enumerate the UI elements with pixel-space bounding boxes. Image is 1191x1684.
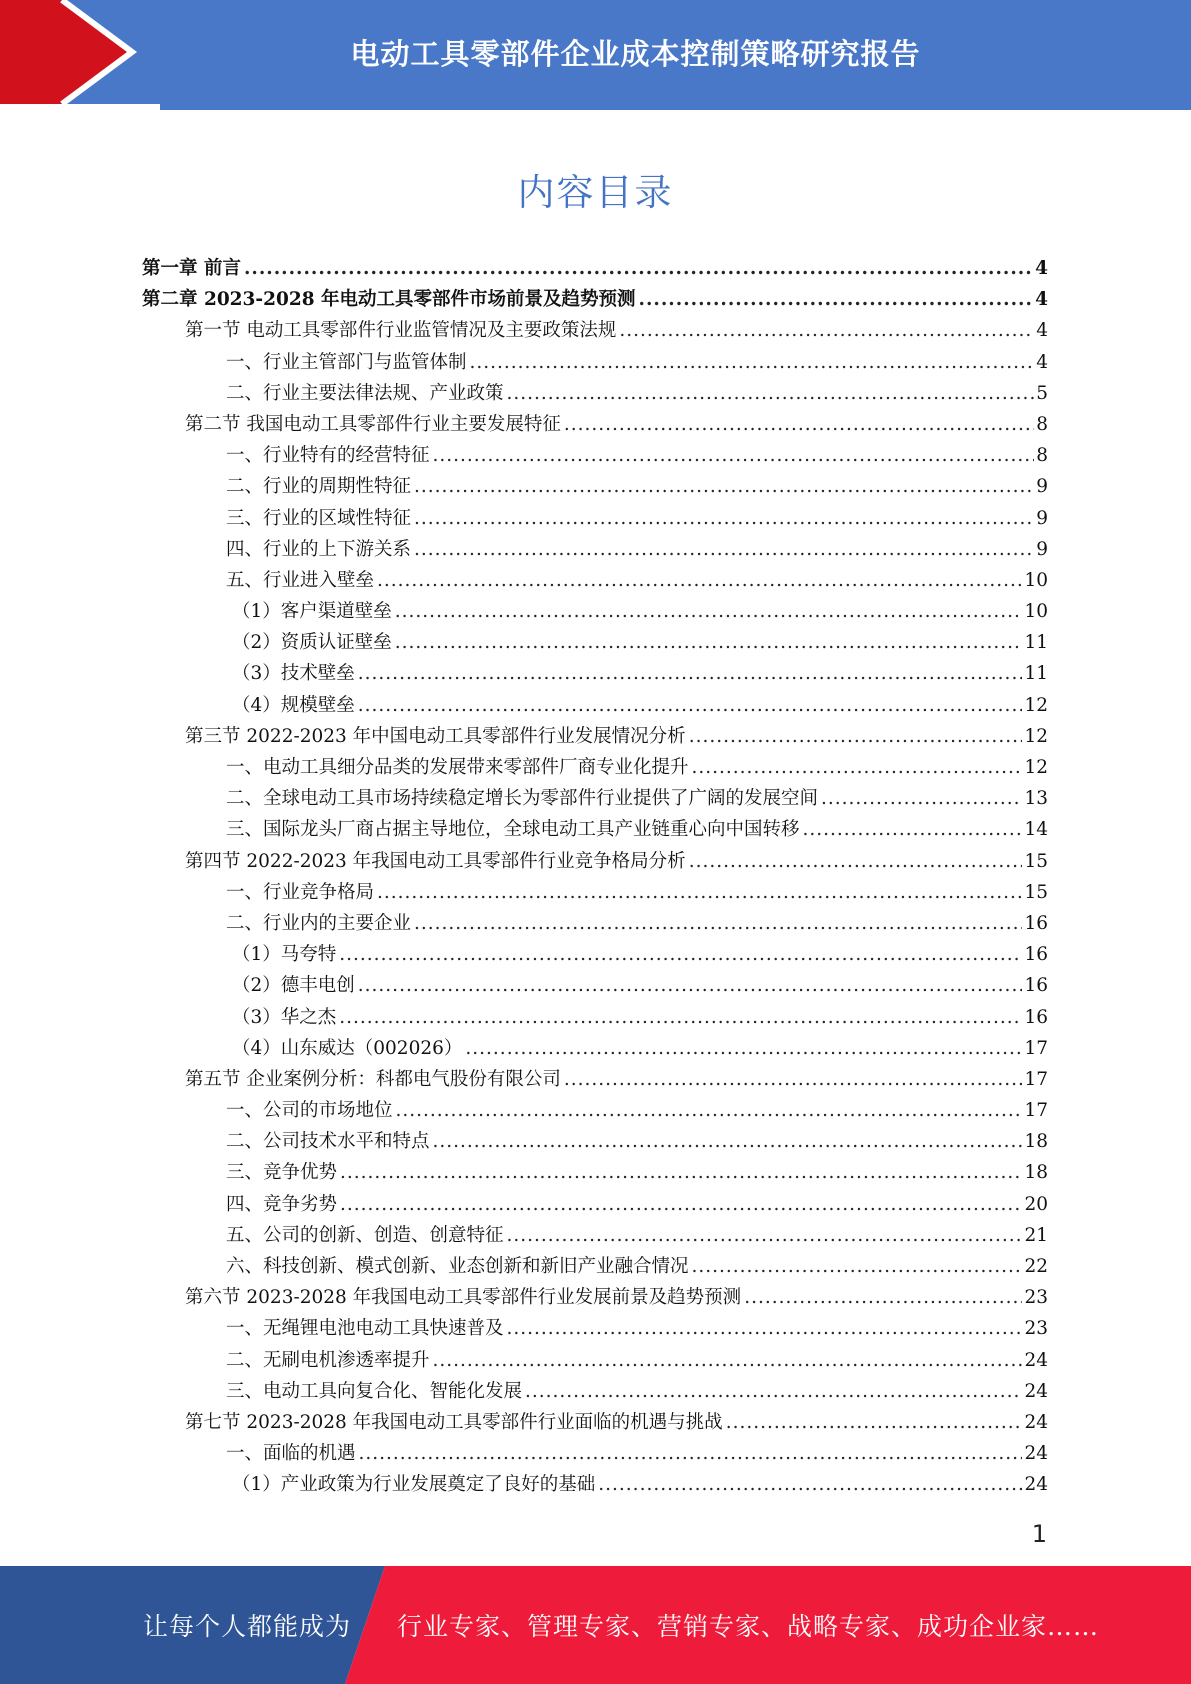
toc-entry[interactable]	[142, 1346, 1048, 1377]
footer-slogan-left: 让每个人都能成为	[143, 1612, 352, 1641]
toc-entry-page: 16	[1024, 912, 1048, 934]
toc-entry[interactable]	[142, 410, 1048, 441]
toc-entry-label: 一、无绳锂电池电动工具快速普及	[226, 1318, 504, 1340]
toc-entry[interactable]	[142, 1252, 1048, 1283]
toc-entry-page: 17	[1024, 1100, 1048, 1122]
toc-dot-leader	[395, 601, 1023, 622]
toc-entry-label: 第一章 前言	[142, 258, 241, 279]
toc-dot-leader	[525, 1381, 1022, 1402]
toc-entry-page: 12	[1024, 694, 1048, 716]
toc-entry[interactable]	[142, 1283, 1048, 1314]
toc-heading: 内容目录	[517, 171, 674, 214]
toc-entry-label: 第六节 2023-2028 年我国电动工具零部件行业发展前景及趋势预测	[185, 1287, 742, 1309]
toc-entry-page: 4	[1035, 258, 1048, 279]
toc-entry-page: 17	[1024, 1068, 1048, 1090]
toc-entry[interactable]	[142, 971, 1048, 1002]
toc-entry-label: 第二节 我国电动工具零部件行业主要发展特征	[185, 413, 561, 435]
toc-entry-page: 18	[1024, 1162, 1048, 1184]
page-header	[0, 0, 1191, 110]
toc-dot-leader	[358, 975, 1023, 996]
toc-entry[interactable]	[142, 566, 1048, 597]
toc-entry-label: 四、竞争劣势	[226, 1193, 338, 1215]
toc-dot-leader	[726, 1412, 1023, 1433]
toc-entry[interactable]	[142, 1158, 1048, 1189]
toc-entry[interactable]	[142, 1408, 1048, 1439]
toc-entry-page: 15	[1024, 850, 1048, 872]
toc-dot-leader	[507, 1225, 1023, 1246]
toc-entry-page: 4	[1036, 320, 1048, 342]
header-arrow-decoration	[0, 0, 160, 110]
toc-entry[interactable]	[142, 940, 1048, 971]
toc-dot-leader	[821, 788, 1022, 809]
toc-dot-leader	[339, 1007, 1022, 1028]
toc-entry-page: 22	[1024, 1256, 1048, 1277]
toc-entry-label: （2）资质认证壁垒	[232, 632, 392, 654]
toc-entry-label: 三、国际龙头厂商占据主导地位，全球电动工具产业链重心向中国转移	[226, 819, 800, 841]
toc-entry-page: 11	[1024, 632, 1048, 654]
toc-entry-page: 9	[1036, 507, 1048, 529]
toc-entry[interactable]	[142, 535, 1048, 566]
toc-entry-label: 二、行业的周期性特征	[226, 476, 412, 498]
toc-entry-page: 4	[1036, 351, 1048, 373]
toc-dot-leader	[639, 289, 1034, 310]
toc-entry-label: 二、行业内的主要企业	[226, 912, 412, 934]
toc-dot-leader	[433, 445, 1035, 466]
toc-entry[interactable]	[142, 1314, 1048, 1345]
toc-dot-leader	[692, 1256, 1023, 1277]
toc-entry-label: 第二章 2023-2028 年电动工具零部件市场前景及趋势预测	[142, 289, 636, 311]
toc-dot-leader	[564, 1069, 1023, 1090]
toc-entry-label: 四、行业的上下游关系	[226, 538, 412, 560]
toc-dot-leader	[598, 1474, 1022, 1495]
toc-entry-label: 一、公司的市场地位	[226, 1100, 393, 1122]
toc-entry-page: 12	[1024, 725, 1048, 747]
toc-entry-label: （1）马夸特	[232, 944, 337, 966]
toc-dot-leader	[470, 352, 1035, 373]
toc-dot-leader	[414, 539, 1034, 560]
toc-dot-leader	[433, 1350, 1023, 1371]
page-number: 1	[1031, 1520, 1047, 1548]
toc-entry[interactable]	[142, 1439, 1048, 1470]
toc-entry[interactable]	[142, 316, 1048, 347]
toc-entry[interactable]	[142, 441, 1048, 472]
toc-entry-label: （1）客户渠道壁垒	[232, 601, 392, 623]
toc-entry[interactable]	[142, 1034, 1048, 1065]
toc-entry-page: 5	[1036, 382, 1048, 404]
toc-dot-leader	[414, 913, 1022, 934]
toc-entry-label: （1）产业政策为行业发展奠定了良好的基础	[232, 1474, 596, 1496]
toc-entry-label: （4）山东威达（002026）	[232, 1037, 463, 1059]
toc-entry-label: 一、电动工具细分品类的发展带来零部件厂商专业化提升	[226, 757, 689, 778]
toc-entry-page: 24	[1024, 1411, 1048, 1433]
toc-entry-page: 16	[1024, 944, 1048, 966]
toc-dot-leader	[414, 476, 1034, 497]
toc-dot-leader	[507, 383, 1035, 404]
toc-dot-leader	[692, 757, 1023, 778]
toc-entry-label: （3）华之杰	[232, 1006, 337, 1028]
toc-dot-leader	[377, 570, 1022, 591]
toc-dot-leader	[433, 1131, 1023, 1152]
toc-entry-label: 一、行业主管部门与监管体制	[226, 351, 467, 373]
toc-entry[interactable]	[142, 815, 1048, 846]
toc-entry-page: 17	[1024, 1037, 1048, 1059]
toc-dot-leader	[244, 258, 1033, 279]
toc-entry-label: 六、科技创新、模式创新、业态创新和新旧产业融合情况	[226, 1256, 689, 1277]
toc-entry-page: 14	[1024, 819, 1048, 841]
toc-entry-label: 三、行业的区域性特征	[226, 507, 412, 529]
toc-entry-page: 9	[1036, 538, 1048, 560]
toc-dot-leader	[465, 1038, 1022, 1059]
toc-entry[interactable]	[142, 597, 1048, 628]
toc-entry-page: 9	[1036, 476, 1048, 498]
toc-entry-label: （4）规模壁垒	[232, 694, 355, 716]
toc-dot-leader	[358, 695, 1023, 716]
page-footer	[0, 1566, 1191, 1684]
toc-entry-label: 一、面临的机遇	[226, 1443, 356, 1465]
toc-entry[interactable]	[142, 753, 1048, 784]
toc-entry-page: 23	[1024, 1287, 1048, 1309]
toc-entry-page: 24	[1024, 1380, 1048, 1402]
toc-entry[interactable]	[142, 254, 1048, 285]
toc-dot-leader	[396, 1100, 1023, 1121]
toc-entry[interactable]	[142, 1470, 1048, 1501]
toc-dot-leader	[340, 1162, 1022, 1183]
toc-entry-page: 16	[1024, 1006, 1048, 1028]
toc-entry-page: 23	[1024, 1318, 1048, 1340]
toc-dot-leader	[395, 632, 1023, 653]
toc-entry[interactable]	[142, 379, 1048, 410]
toc-entry-page: 10	[1024, 601, 1048, 623]
toc-entry-label: 三、竞争优势	[226, 1162, 338, 1184]
toc-entry-label: 第一节 电动工具零部件行业监管情况及主要政策法规	[185, 320, 617, 342]
table-of-contents	[142, 254, 1048, 1502]
report-title: 电动工具零部件企业成本控制策略研究报告	[350, 36, 921, 71]
toc-dot-leader	[358, 663, 1023, 684]
footer-slogan-right: 行业专家、管理专家、营销专家、战略专家、成功企业家……	[397, 1612, 1100, 1641]
toc-entry[interactable]	[142, 472, 1048, 503]
toc-entry-page: 24	[1024, 1474, 1048, 1496]
toc-entry-label: 第三节 2022-2023 年中国电动工具零部件行业发展情况分析	[185, 725, 686, 747]
toc-entry[interactable]	[142, 504, 1048, 535]
toc-dot-leader	[689, 851, 1023, 872]
toc-entry-page: 21	[1024, 1224, 1048, 1246]
toc-entry-label: 一、行业特有的经营特征	[226, 445, 430, 467]
toc-entry-page: 13	[1024, 788, 1048, 810]
toc-entry-page: 18	[1024, 1131, 1048, 1153]
toc-entry-page: 20	[1024, 1193, 1048, 1215]
toc-entry-page: 4	[1035, 289, 1048, 311]
toc-entry-label: 三、电动工具向复合化、智能化发展	[226, 1380, 523, 1402]
toc-dot-leader	[619, 320, 1034, 341]
toc-entry-label: 第七节 2023-2028 年我国电动工具零部件行业面临的机遇与挑战	[185, 1411, 723, 1433]
toc-dot-leader	[377, 882, 1022, 903]
toc-entry[interactable]	[142, 784, 1048, 815]
toc-entry-label: 二、无刷电机渗透率提升	[226, 1349, 430, 1371]
toc-entry-label: 二、公司技术水平和特点	[226, 1131, 430, 1153]
toc-dot-leader	[359, 1443, 1023, 1464]
toc-entry[interactable]	[142, 909, 1048, 940]
toc-entry-label: 第四节 2022-2023 年我国电动工具零部件行业竞争格局分析	[185, 850, 686, 872]
toc-entry-page: 15	[1024, 881, 1048, 903]
toc-entry-page: 8	[1036, 445, 1048, 467]
toc-entry-page: 16	[1024, 975, 1048, 997]
toc-dot-leader	[803, 819, 1023, 840]
toc-dot-leader	[689, 726, 1023, 747]
toc-entry[interactable]	[142, 691, 1048, 722]
toc-entry-label: （3）技术壁垒	[232, 663, 355, 685]
toc-entry[interactable]	[142, 847, 1048, 878]
toc-entry[interactable]	[142, 1003, 1048, 1034]
toc-entry-label: 一、行业竞争格局	[226, 881, 375, 903]
toc-entry[interactable]	[142, 1096, 1048, 1127]
toc-entry-label: 二、全球电动工具市场持续稳定增长为零部件行业提供了广阔的发展空间	[226, 788, 819, 810]
toc-dot-leader	[340, 1194, 1022, 1215]
toc-entry[interactable]	[142, 285, 1048, 316]
toc-entry[interactable]	[142, 878, 1048, 909]
toc-entry-label: （2）德丰电创	[232, 975, 355, 997]
toc-entry-page: 24	[1024, 1349, 1048, 1371]
toc-entry[interactable]	[142, 722, 1048, 753]
toc-dot-leader	[507, 1318, 1023, 1339]
toc-dot-leader	[744, 1287, 1022, 1308]
toc-entry-page: 24	[1024, 1443, 1048, 1465]
toc-entry[interactable]	[142, 1065, 1048, 1096]
toc-entry-page: 11	[1024, 663, 1048, 685]
toc-entry-page: 12	[1024, 757, 1048, 778]
toc-entry[interactable]	[142, 659, 1048, 690]
toc-entry[interactable]	[142, 1377, 1048, 1408]
toc-entry-label: 二、行业主要法律法规、产业政策	[226, 382, 504, 404]
toc-entry-label: 五、公司的创新、创造、创意特征	[226, 1224, 504, 1246]
toc-entry[interactable]	[142, 1190, 1048, 1221]
toc-entry[interactable]	[142, 628, 1048, 659]
toc-entry-page: 8	[1036, 413, 1048, 435]
toc-entry[interactable]	[142, 1221, 1048, 1252]
toc-entry[interactable]	[142, 1127, 1048, 1158]
toc-entry-label: 第五节 企业案例分析：科都电气股份有限公司	[185, 1068, 561, 1090]
toc-dot-leader	[414, 508, 1034, 529]
toc-dot-leader	[564, 414, 1034, 435]
toc-dot-leader	[339, 944, 1022, 965]
toc-entry-label: 五、行业进入壁垒	[226, 569, 375, 591]
toc-entry-page: 10	[1024, 569, 1048, 591]
toc-entry[interactable]	[142, 348, 1048, 379]
